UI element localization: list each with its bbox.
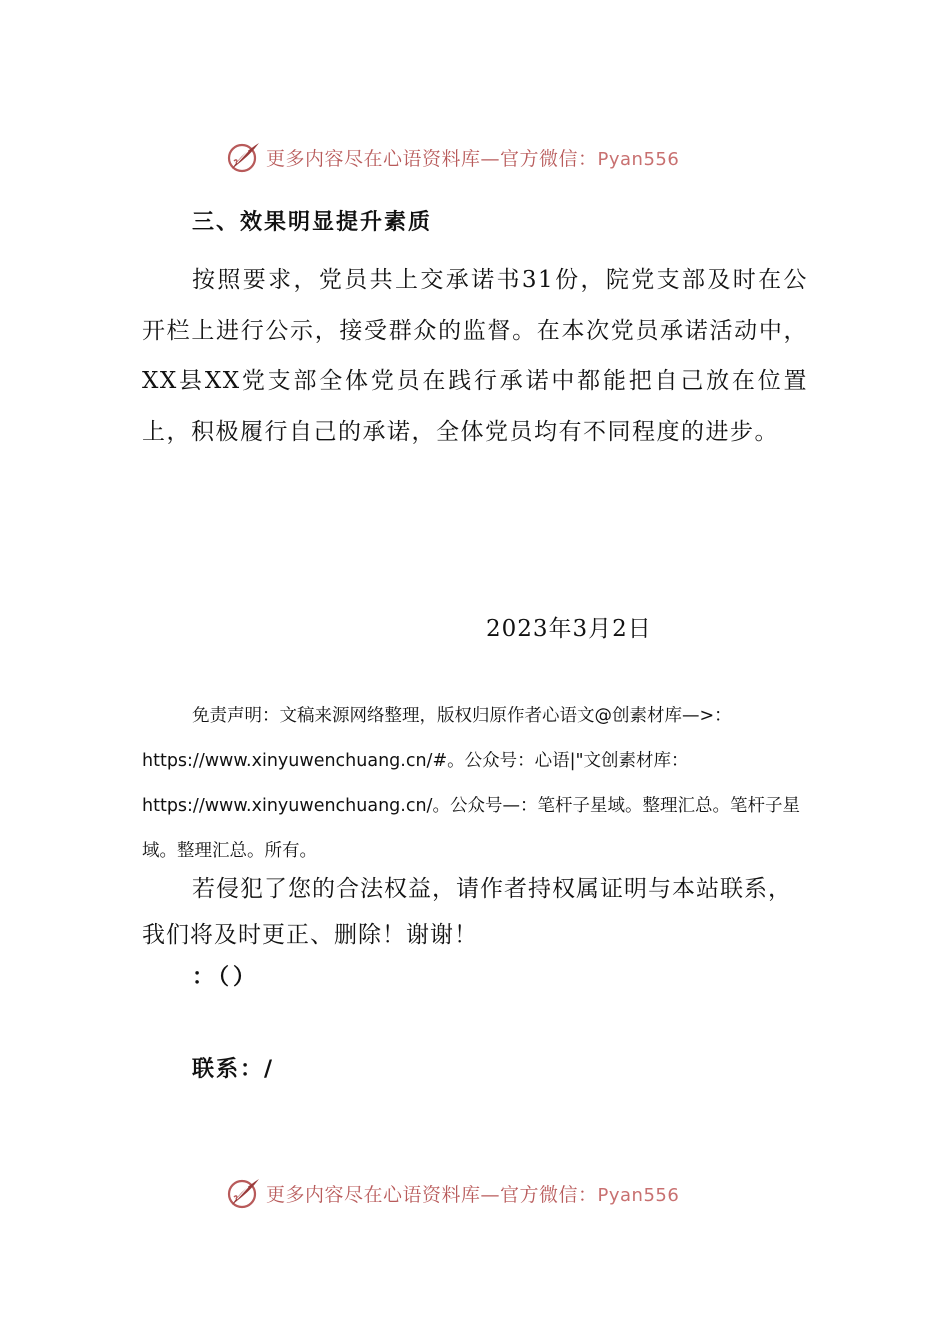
quill-logo-icon bbox=[226, 139, 262, 175]
quill-logo-icon bbox=[226, 1175, 262, 1211]
wechat-id: Pyan556 bbox=[597, 148, 680, 170]
footer-watermark-banner bbox=[226, 1173, 679, 1213]
wechat-id: Pyan556 bbox=[597, 1184, 680, 1206]
banner-text: 更多内容尽在心语资料库—官方微信：Pyan556 bbox=[266, 1183, 680, 1206]
disclaimer-paragraph: 免责声明：文稿来源网络整理，版权归原作者心语文@创素材库—>：https://www.xinyuwenchuang.cn/#。公众号：心语|"文创素材库：https://www.xinyuwenchuang.cn/。公众号—：笔杆子星域。整理汇总。笔杆子星域。整理汇总。所有。 bbox=[142, 706, 800, 861]
contact-label-line: ：（） bbox=[192, 965, 260, 990]
document-date: 2023年3月2日 bbox=[486, 616, 652, 642]
banner-text: 更多内容尽在心语资料库—官方微信：Pyan556 bbox=[266, 147, 680, 170]
body-paragraph: 按照要求，党员共上交承诺书31份，院党支部及时在公开栏上进行公示，接受群众的监督。在本次党员承诺活动中，XX县XX党支部全体党员在践行承诺中都能把自己放在位置上，积极履行自己的承诺，全体党员均有不同程度的进步。 bbox=[142, 267, 808, 445]
section-heading: 三、效果明显提升素质 bbox=[192, 210, 433, 235]
copyright-notice: 若侵犯了您的合法权益，请作者持权属证明与本站联系，我们将及时更正、删除！谢谢！ bbox=[142, 876, 792, 948]
contact-line: 联系：/ bbox=[192, 1057, 275, 1082]
header-watermark-banner bbox=[226, 137, 679, 177]
